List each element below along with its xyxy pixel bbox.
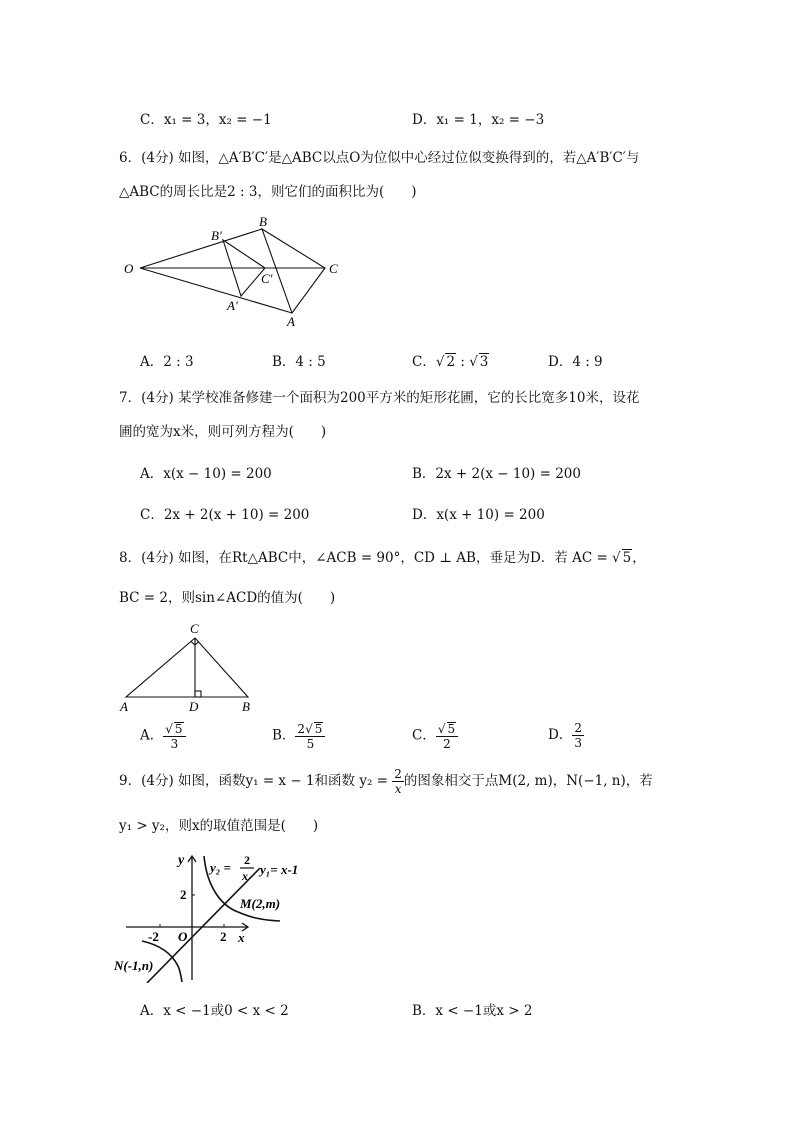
q8-label-c: C — [190, 621, 199, 636]
q6-label-b1: B′ — [211, 228, 222, 243]
sqrt-icon: √ — [165, 722, 173, 736]
q8-option-a-den: 3 — [170, 737, 179, 751]
q6-stem-line2: △ABC的周长比是2 : 3，则它们的面积比为( ) — [119, 184, 417, 200]
q9-curve-label-y2: y₂ = — [210, 860, 231, 875]
q6-option-d: D．4 : 9 — [548, 354, 603, 370]
q9-curve-label-y2-den: x — [242, 869, 248, 883]
q7-stem-line2: 圃的宽为x米，则可列方程为( ) — [119, 424, 327, 440]
q6-label-b: B — [259, 214, 267, 229]
q6-option-c-radicand-1: 2 — [446, 354, 456, 370]
q9-stem-fraction — [392, 768, 404, 795]
q8-label-d: D — [189, 699, 199, 714]
q8-option-a — [140, 722, 186, 750]
q8-option-d-num: 2 — [574, 721, 582, 735]
q8-option-a-num: 5 — [174, 722, 183, 736]
q6-figure — [115, 212, 355, 332]
q8-option-b-label: B． — [272, 727, 296, 744]
q8-option-b-fraction — [295, 722, 325, 750]
q9-stem-fraction-num: 2 — [394, 767, 402, 781]
q8-label-a: A — [120, 699, 128, 714]
q8-option-b-num: 5 — [314, 722, 323, 736]
q6-option-c — [412, 350, 489, 370]
q9-option-a: A．x < −1或0 < x < 2 — [140, 1003, 289, 1019]
q5-option-c: C．x₁ = 3，x₂ = −1 — [140, 112, 272, 128]
q6-option-b: B．4 : 5 — [272, 354, 326, 370]
q6-line-ob — [140, 229, 262, 268]
q9-point-label-m: M(2,m) — [240, 896, 281, 911]
q9-tick-label-x2: 2 — [220, 929, 227, 944]
q8-figure — [116, 620, 266, 716]
q8-stem-text: 8．(4分) 如图，在Rt△ABC中，∠ACB = 90°，CD ⊥ AB，垂足为D．若 AC = — [119, 550, 613, 566]
q6-label-c: C — [329, 261, 338, 276]
q6-option-c-ratio: : — [456, 354, 470, 370]
q8-option-c-den: 2 — [443, 737, 451, 751]
q8-option-d-den: 3 — [574, 736, 582, 750]
q8-option-b-den: 5 — [306, 737, 315, 751]
q6-option-a: A．2 : 3 — [140, 354, 194, 370]
q5-option-d: D．x₁ = 1，x₂ = −3 — [412, 112, 545, 128]
q7-option-b: B．2x + 2(x − 10) = 200 — [412, 466, 581, 482]
q7-stem-line1: 7．(4分) 某学校准备修建一个面积为200平方米的矩形花圃，它的长比宽多10米，设花 — [119, 390, 640, 406]
q7-option-c: C．2x + 2(x + 10) = 200 — [140, 507, 310, 523]
q9-option-b: B．x < −1或x > 2 — [412, 1003, 533, 1019]
q8-option-d-label: D． — [548, 727, 573, 743]
q9-axis-label-y: y — [178, 853, 185, 868]
q9-stem-line1 — [119, 768, 653, 795]
q8-stem-line1 — [119, 546, 646, 566]
q6-label-c1: C′ — [261, 271, 273, 286]
q9-axis-label-x: x — [238, 930, 245, 945]
q7-option-a: A．x(x − 10) = 200 — [140, 466, 272, 482]
q8-option-d — [548, 722, 584, 749]
q9-stem-text-b: 的图象相交于点M(2, m)，N(−1, n)，若 — [403, 773, 653, 789]
sqrt-icon: √ — [435, 354, 445, 370]
q8-option-d-fraction — [572, 722, 584, 749]
sqrt-icon: √ — [469, 354, 478, 370]
q6-label-o: O — [124, 261, 134, 276]
q8-right-angle-d — [195, 691, 201, 697]
q8-option-c-num: 5 — [447, 722, 456, 736]
q6-stem-line1: 6．(4分) 如图，△A′B′C′是△ABC以点O为位似中心经过位似变换得到的，若△A′B′C′与 — [119, 150, 640, 166]
q9-tick-label-xm2: -2 — [148, 929, 159, 944]
q8-option-c-label: C． — [412, 727, 436, 744]
q6-option-c-radicand-2: 3 — [479, 354, 489, 370]
q6-option-c-label: C． — [412, 354, 436, 370]
q9-stem-line2: y₁ > y₂，则x的取值范围是( ) — [119, 818, 319, 834]
sqrt-icon: √ — [437, 722, 446, 736]
q8-option-b-coef: 2 — [297, 722, 306, 736]
q8-option-b — [272, 722, 325, 750]
q9-line-label-y1: y₁= x-1 — [260, 862, 299, 877]
q7-option-d: D．x(x + 10) = 200 — [412, 507, 545, 523]
q8-option-c — [412, 722, 458, 750]
q8-option-c-fraction — [436, 722, 458, 750]
q8-label-b: B — [242, 699, 250, 714]
q9-line-y1 — [147, 868, 260, 983]
q8-option-a-fraction — [163, 722, 185, 750]
q9-stem-text-a: 9．(4分) 如图，函数y₁ = x − 1和函数 y₂ = — [119, 773, 393, 789]
q6-label-a1: A′ — [227, 298, 238, 313]
q9-point-label-n: N(-1,n) — [114, 958, 154, 973]
q9-tick-label-y2: 2 — [180, 887, 187, 902]
q8-stem-radicand: 5 — [622, 550, 632, 566]
sqrt-icon: √ — [305, 722, 313, 736]
q6-label-a: A — [287, 314, 295, 329]
sqrt-icon: √ — [612, 550, 621, 566]
q9-curve-label-y2-num: 2 — [244, 853, 250, 867]
q8-triangle-abc — [126, 638, 248, 697]
q9-origin-label: O — [178, 929, 188, 944]
q9-stem-fraction-den: x — [394, 782, 402, 796]
q8-option-a-label: A． — [140, 727, 164, 744]
q9-graph — [112, 848, 317, 983]
q8-stem-comma: ， — [632, 550, 646, 566]
q8-stem-line2: BC = 2，则sin∠ACD的值为( ) — [119, 590, 336, 606]
